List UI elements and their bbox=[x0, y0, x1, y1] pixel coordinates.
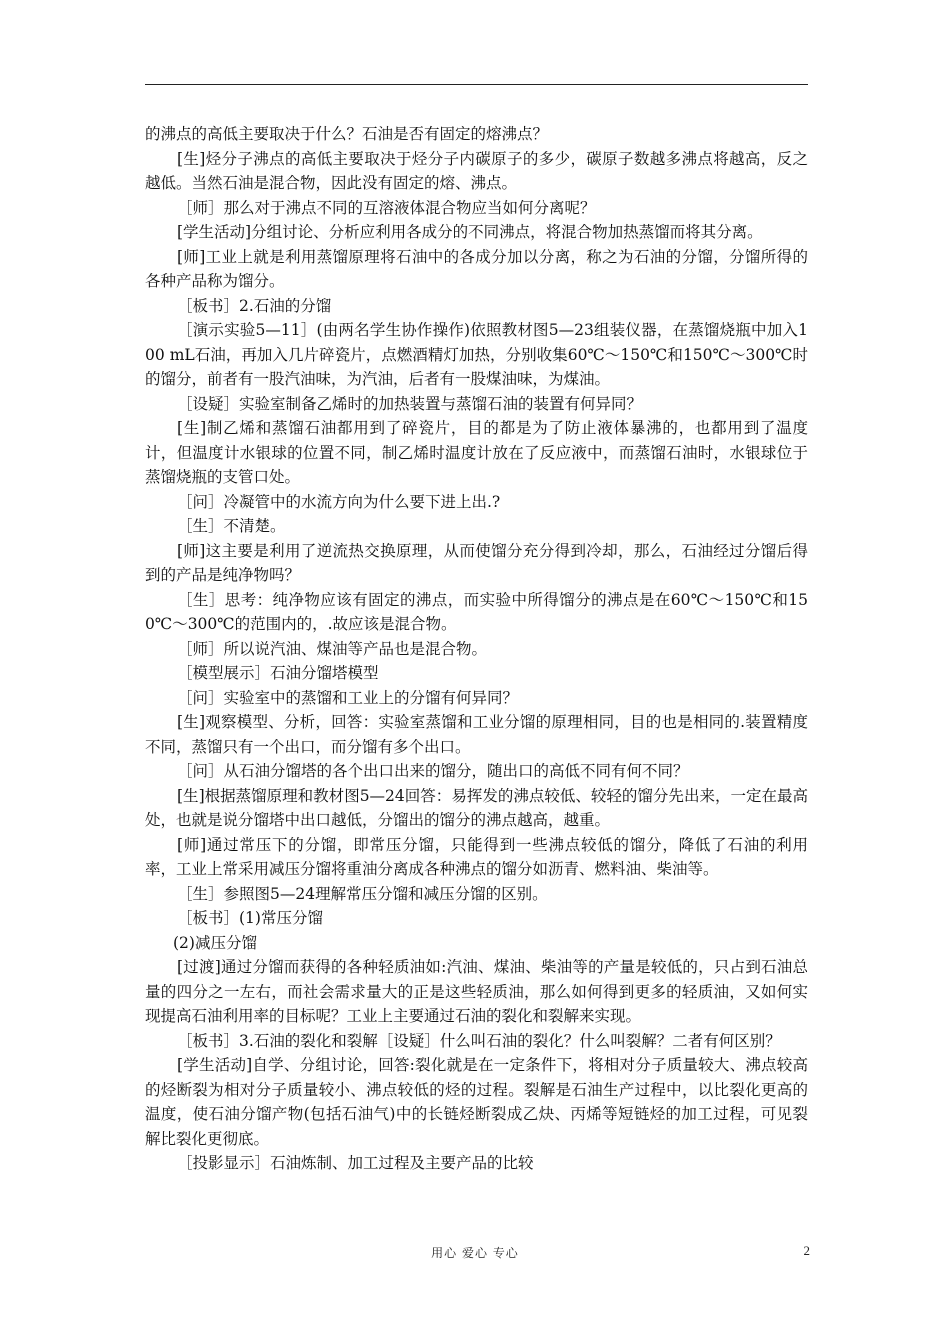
paragraph: ［生］参照图5—24理解常压分馏和减压分馏的区别。 bbox=[177, 884, 548, 903]
paragraph: ［生］不清楚。 bbox=[177, 517, 286, 535]
paragraph: [生]根据蒸馏原理和教材图5—24回答：易挥发的沸点较低、较轻的馏分先出来，一定在最高处，也就是说分馏塔中出口越低，分馏出的馏分的沸点越高，越重。 bbox=[145, 786, 808, 829]
paragraph: [师]工业上就是利用蒸馏原理将石油中的各成分加以分离，称之为石油的分馏，分馏所得的各种产品称为馏分。 bbox=[145, 247, 808, 290]
paragraph: ［板书］3.石油的裂化和裂解［设疑］什么叫石油的裂化？什么叫裂解？二者有何区别？ bbox=[177, 1031, 781, 1050]
paragraph: ［师］那么对于沸点不同的互溶液体混合物应当如何分离呢？ bbox=[177, 198, 596, 217]
page-number: 2 bbox=[803, 1243, 810, 1258]
paragraph: ［设疑］实验室制备乙烯时的加热装置与蒸馏石油的装置有何异同？ bbox=[177, 394, 643, 413]
paragraph: ［板书］(1)常压分馏 bbox=[177, 909, 323, 927]
paragraph: (2)减压分馏 bbox=[173, 933, 257, 952]
paragraph: 的沸点的高低主要取决于什么？石油是否有固定的熔沸点？ bbox=[145, 125, 549, 143]
header-rule bbox=[145, 84, 808, 85]
paragraph: [生]烃分子沸点的高低主要取决于烃分子内碳原子的多少，碳原子数越多沸点将越高，反之越低。当然石油是混合物，因此没有固定的熔、沸点。 bbox=[145, 149, 808, 192]
paragraph: [师]这主要是利用了逆流热交换原理，从而使馏分充分得到冷却，那么，石油经过分馏后得到的产品是纯净物吗？ bbox=[145, 541, 808, 584]
paragraph: ［问］实验室中的蒸馏和工业上的分馏有何异同？ bbox=[177, 688, 519, 707]
paragraph: [生]制乙烯和蒸馏石油都用到了碎瓷片，目的都是为了防止液体暴沸的，也都用到了温度计，但温度计水银球的位置不同，制乙烯时温度计放在了反应液中，而蒸馏石油时，水银球位于蒸馏烧瓶的支管口处。 bbox=[145, 419, 808, 486]
paragraph: ［问］从石油分馏塔的各个出口出来的馏分，随出口的高低不同有何不同？ bbox=[177, 762, 689, 780]
page-body bbox=[145, 122, 808, 1176]
paragraph: [生]观察模型、分析，回答：实验室蒸馏和工业分馏的原理相同，目的也是相同的.装置精度不同，蒸馏只有一个出口，而分馏有多个出口。 bbox=[145, 713, 808, 756]
paragraph: [过渡]通过分馏而获得的各种轻质油如:汽油、煤油、柴油等的产量是较低的，只占到石油总量的四分之一左右，而社会需求量大的正是这些轻质油，那么如何得到更多的轻质油，又如何实现提高石油利用率的目标呢？工业上主要通过石油的裂化和裂解来实现。 bbox=[145, 958, 808, 1025]
paragraph: ［模型展示］石油分馏塔模型 bbox=[177, 664, 379, 682]
paragraph: [学生活动]分组讨论、分析应利用各成分的不同沸点，将混合物加热蒸馏而将其分离。 bbox=[177, 223, 763, 241]
paragraph: ［问］冷凝管中的水流方向为什么要下进上出.? bbox=[177, 492, 501, 511]
paragraph: [学生活动]自学、分组讨论，回答:裂化就是在一定条件下，将相对分子质量较大、沸点较高的烃断裂为相对分子质量较小、沸点较低的烃的过程。裂解是石油生产过程中，以比裂化更高的温度，使石油分馏产物(包括石油气)中的长链烃断裂成乙炔、丙烯等短链烃的加工过程，可见裂解比裂化更彻底。 bbox=[145, 1056, 808, 1148]
paragraph: ［生］思考：纯净物应该有固定的沸点，而实验中所得馏分的沸点是在60℃～150℃和150℃～300℃的范围内的，.故应该是混合物。 bbox=[145, 590, 808, 633]
paragraph: ［演示实验5—11］(由两名学生协作操作)依照教材图5—23组装仪器，在蒸馏烧瓶中加入100 mL石油，再加入几片碎瓷片，点燃酒精灯加热，分别收集60℃～150℃和150℃～300℃时的馏分，前者有一股汽油味，为汽油，后者有一股煤油味，为煤油。 bbox=[145, 321, 808, 388]
footer-motto: 用心 爱心 专心 bbox=[431, 1246, 519, 1260]
paragraph: ［师］所以说汽油、煤油等产品也是混合物。 bbox=[177, 639, 488, 658]
paragraph: ［板书］2.石油的分馏 bbox=[177, 296, 332, 315]
paragraph: [师]通过常压下的分馏，即常压分馏，只能得到一些沸点较低的馏分，降低了石油的利用率，工业上常采用减压分馏将重油分离成各种沸点的馏分如沥青、燃料油、柴油等。 bbox=[145, 835, 808, 878]
paragraph: ［投影显示］石油炼制、加工过程及主要产品的比较 bbox=[177, 1154, 534, 1172]
